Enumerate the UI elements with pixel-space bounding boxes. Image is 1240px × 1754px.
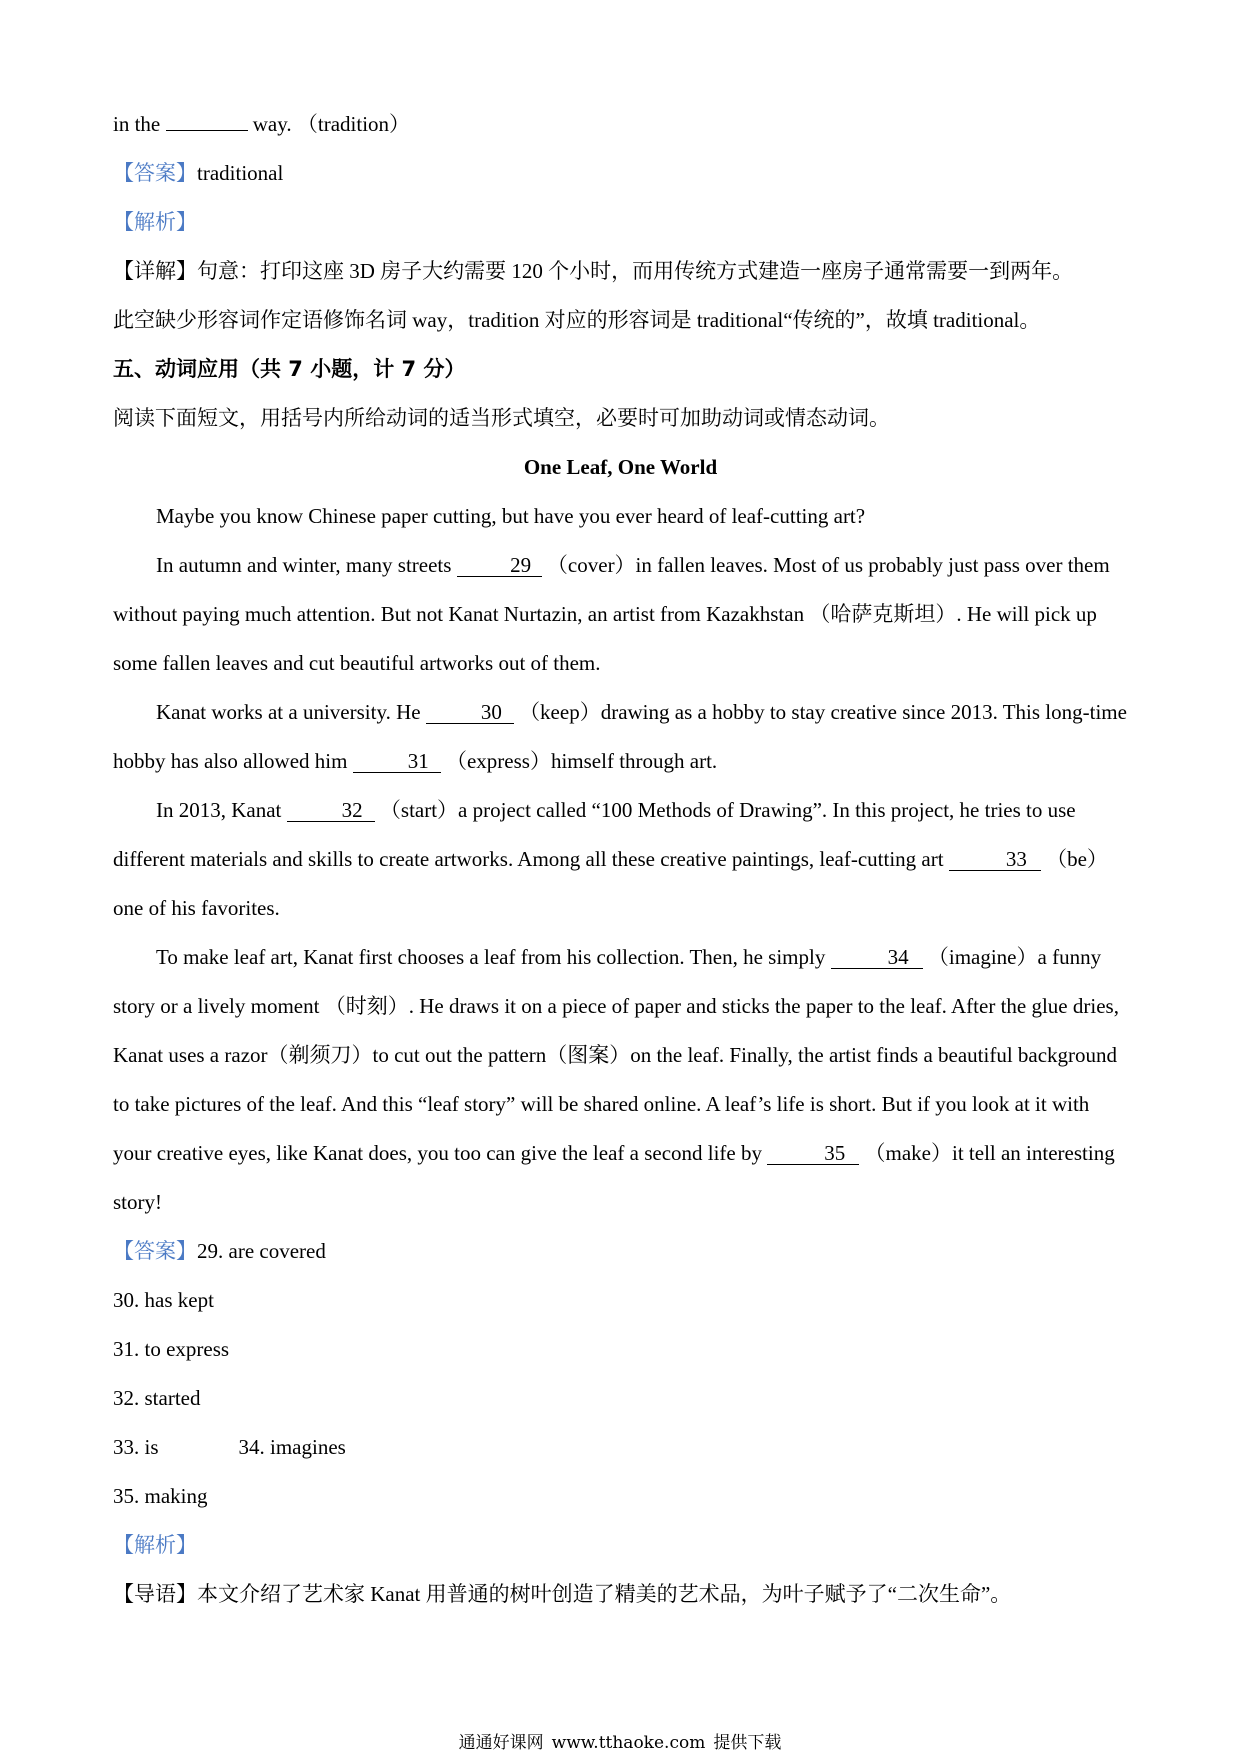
footer-site: 通通好课网 bbox=[458, 1733, 544, 1753]
passage-paragraph-4 bbox=[113, 786, 1128, 933]
passage-paragraph-5 bbox=[113, 933, 1128, 1227]
answer-31: 31. to express bbox=[113, 1337, 230, 1361]
answer-29 bbox=[113, 1227, 1128, 1276]
page-footer bbox=[0, 1728, 1240, 1753]
p4-text-c: （be）one of his favorites. bbox=[113, 847, 1108, 920]
answer-33: 33. is bbox=[113, 1435, 159, 1459]
answer-29-text: 29. are covered bbox=[197, 1239, 326, 1263]
answers-analysis bbox=[113, 1521, 1128, 1570]
passage-paragraph-3 bbox=[113, 688, 1128, 786]
answers-tag: 【答案】 bbox=[113, 1239, 197, 1263]
section-instruction: 阅读下面短文，用括号内所给动词的适当形式填空，必要时可加助动词或情态动词。 bbox=[113, 406, 890, 430]
answer-33-34 bbox=[113, 1423, 1128, 1472]
p5-text-b: （imagine）a funny story or a lively moment （时刻）. He draws it on a piece of paper and sticks the paper to the leaf. After the glue dries, Kanat uses a razor（剃须刀）to cut out the pattern（图案）on the leaf. Finally, the artist finds a beautiful background to take pictures of the leaf. And this “leaf story” will be shared online. A leaf’s life is short. But if you look at it with your creative eyes, like Kanat does, you too can give the leaf a second life by bbox=[113, 945, 1119, 1165]
blank-34: 34 bbox=[831, 946, 923, 969]
prev-line-pre: in the bbox=[113, 112, 161, 136]
footer-url[interactable]: www.tthaoke.com bbox=[551, 1733, 706, 1753]
p3-text-c: （express）himself through art. bbox=[445, 749, 718, 773]
passage-title: One Leaf, One World bbox=[523, 455, 718, 479]
blank-33: 33 bbox=[949, 848, 1041, 871]
detail-tag: 【详解】 bbox=[113, 259, 197, 283]
prev-analysis bbox=[113, 198, 1128, 247]
prev-detail-1 bbox=[113, 247, 1128, 296]
p2-text-a: In autumn and winter, many streets bbox=[156, 553, 452, 577]
detail-text-1: 句意：打印这座 3D 房子大约需要 120 个小时，而用传统方式建造一座房子通常需要一到两年。 bbox=[197, 259, 1074, 283]
p2-text-b: （cover）in fallen leaves. Most of us probably just pass over them without paying much attention. But not Kanat Nurtazin, an artist from Kazakhstan （哈萨克斯坦）. He will pick up some fallen leaves and cut beautiful artworks out of them. bbox=[113, 553, 1110, 675]
guide-tag: 【导语】 bbox=[113, 1582, 197, 1606]
blank-35: 35 bbox=[767, 1142, 859, 1165]
answer-35: 35. making bbox=[113, 1484, 208, 1508]
prev-blank bbox=[166, 112, 248, 131]
prev-line-post: way. bbox=[252, 112, 292, 136]
p5-text-a: To make leaf art, Kanat first chooses a leaf from his collection. Then, he simply bbox=[156, 945, 826, 969]
answer-30: 30. has kept bbox=[113, 1288, 214, 1312]
guide-text: 本文介绍了艺术家 Kanat 用普通的树叶创造了精美的艺术品，为叶子赋予了“二次生命”。 bbox=[197, 1582, 1012, 1606]
p4-text-b: （start）a project called “100 Methods of Drawing”. In this project, he tries to use different materials and skills to create artworks. Among all these creative paintings, leaf-cutting art bbox=[113, 798, 1076, 871]
document-page bbox=[113, 100, 1128, 1619]
blank-30: 30 bbox=[426, 701, 514, 724]
prev-question-line bbox=[113, 100, 1128, 149]
section-title: 五、动词应用（共 7 小题，计 7 分） bbox=[113, 357, 466, 381]
answer-34: 34. imagines bbox=[238, 1435, 346, 1459]
prev-answer bbox=[113, 149, 1128, 198]
guide bbox=[113, 1570, 1128, 1619]
prev-answer-text: traditional bbox=[197, 161, 284, 185]
passage-paragraph-2 bbox=[113, 541, 1128, 688]
blank-31: 31 bbox=[353, 750, 441, 773]
analysis-tag: 【解析】 bbox=[113, 210, 197, 234]
passage-paragraph-1: Maybe you know Chinese paper cutting, but have you ever heard of leaf-cutting art? bbox=[156, 504, 866, 528]
p3-text-a: Kanat works at a university. He bbox=[156, 700, 421, 724]
blank-29: 29 bbox=[457, 554, 542, 577]
answer-tag: 【答案】 bbox=[113, 161, 197, 185]
detail-text-2: 此空缺少形容词作定语修饰名词 way，tradition 对应的形容词是 traditional“传统的”，故填 traditional。 bbox=[113, 308, 1041, 332]
p5-text-c: （make）it tell an interesting story! bbox=[113, 1141, 1115, 1214]
prev-line-hint: （tradition） bbox=[296, 112, 411, 136]
blank-32: 32 bbox=[287, 799, 375, 822]
answers-analysis-tag: 【解析】 bbox=[113, 1533, 197, 1557]
p3-text-b: （keep）drawing as a hobby to stay creative since 2013. This long-time hobby has also allowed him bbox=[113, 700, 1127, 773]
p4-text-a: In 2013, Kanat bbox=[156, 798, 282, 822]
answer-32: 32. started bbox=[113, 1386, 201, 1410]
footer-suffix: 提供下载 bbox=[713, 1733, 782, 1753]
